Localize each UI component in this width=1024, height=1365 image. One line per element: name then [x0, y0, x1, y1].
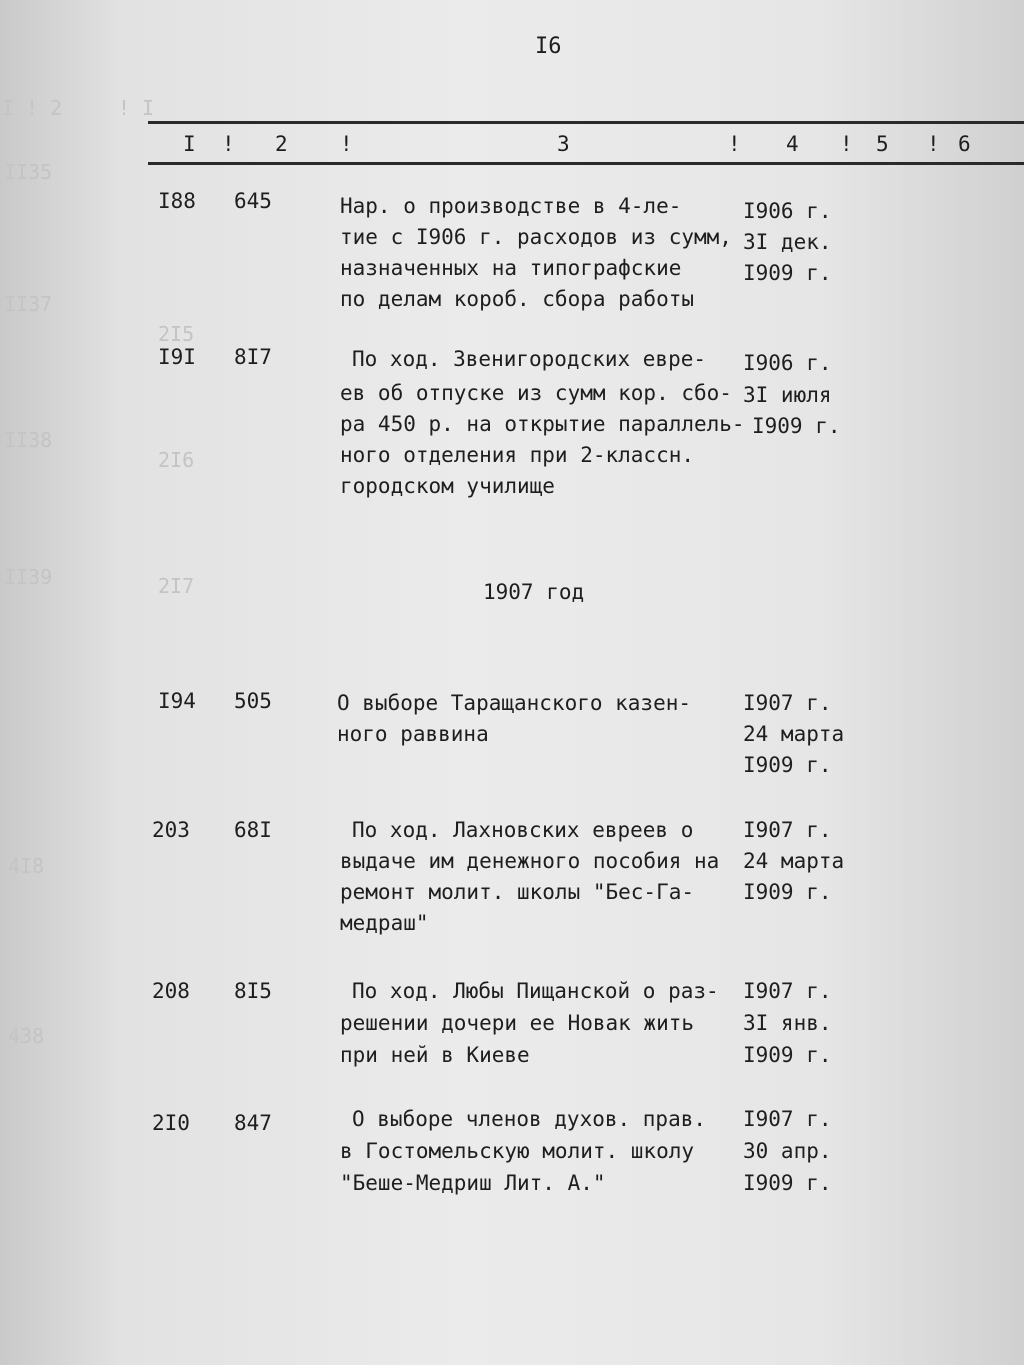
bleed-through-text: 438: [8, 1024, 45, 1048]
entry-description-line: тие с I906 г. расходов из сумм,: [340, 225, 732, 249]
entry-description-line: По ход. Любы Пищанской о раз-: [352, 979, 719, 1003]
header-col-4: 4: [786, 132, 799, 156]
header-separator: !: [728, 132, 741, 156]
entry-description-line: выдаче им денежного пособия на: [340, 849, 720, 873]
table-header-bottom-rule: [148, 162, 1024, 165]
entry-date-line: 3I дек.: [743, 230, 832, 254]
header-separator: !: [927, 132, 940, 156]
bleed-through-text: 2I6: [158, 448, 195, 472]
entry-description-line: назначенных на типографские: [340, 256, 682, 280]
header-col-5: 5: [876, 132, 889, 156]
table-header-top-rule: [148, 121, 1024, 124]
page-number: I6: [535, 34, 562, 59]
header-separator: !: [840, 132, 853, 156]
entry-description-line: ного отделения при 2-классн.: [340, 443, 695, 467]
entry-date-line: 3I июля: [743, 383, 832, 407]
entry-date-line: I909 г.: [743, 261, 832, 285]
header-col-2: 2: [275, 132, 288, 156]
entry-description-line: ного раввина: [337, 722, 489, 746]
entry-description-line: в Гостомельскую молит. школу: [340, 1139, 695, 1163]
entry-date-line: I909 г.: [743, 753, 832, 777]
entry-date-line: I907 г.: [743, 979, 832, 1003]
entry-description-line: "Беше-Медриш Лит. А.": [340, 1171, 606, 1195]
entry-date-line: I907 г.: [743, 691, 832, 715]
header-separator: !: [340, 132, 353, 156]
header-col-6: 6: [958, 132, 971, 156]
entry-date-line: 30 апр.: [743, 1139, 832, 1163]
bleed-through-text: ! I: [118, 96, 155, 120]
entry-description-line: при ней в Киеве: [340, 1043, 530, 1067]
entry-date-line: 24 марта: [743, 722, 845, 746]
bleed-through-text: II39: [4, 565, 53, 589]
entry-number: I94: [158, 689, 196, 713]
entry-description-line: О выборе членов духов. прав.: [352, 1107, 707, 1131]
entry-file-number: 8I7: [234, 345, 272, 369]
entry-description-line: ев об отпуске из сумм кор. сбо-: [340, 381, 732, 405]
entry-description-line: решении дочери ее Новак жить: [340, 1011, 695, 1035]
entry-date-line: I909 г.: [743, 880, 832, 904]
entry-number: 203: [152, 818, 190, 842]
entry-file-number: 505: [234, 689, 272, 713]
year-section-heading: 1907 год: [483, 580, 585, 604]
bleed-through-text: II35: [4, 160, 53, 184]
entry-description-line: ремонт молит. школы "Бес-Га-: [340, 880, 695, 904]
entry-description-line: По ход. Звенигородских евре-: [352, 347, 707, 371]
bleed-through-text: 2I7: [158, 574, 195, 598]
bleed-through-text: II38: [4, 428, 53, 452]
header-col-1: I: [183, 132, 196, 156]
entry-number: I9I: [158, 345, 196, 369]
entry-file-number: 8I5: [234, 979, 272, 1003]
header-col-3: 3: [557, 132, 570, 156]
entry-description-line: О выборе Таращанского казен-: [337, 691, 692, 715]
entry-file-number: 847: [234, 1111, 272, 1135]
entry-description-line: Нар. о производстве в 4-ле-: [340, 194, 682, 218]
entry-description-line: медраш": [340, 911, 429, 935]
entry-date-line: 3I янв.: [743, 1011, 832, 1035]
header-separator: !: [222, 132, 235, 156]
entry-description-line: по делам короб. сбора работы: [340, 287, 695, 311]
bleed-through-text: II37: [4, 292, 53, 316]
entry-date-line: I907 г.: [743, 1107, 832, 1131]
bleed-through-text: 4I8: [8, 854, 45, 878]
entry-number: 2I0: [152, 1111, 190, 1135]
entry-file-number: 68I: [234, 818, 272, 842]
entry-description-line: ра 450 р. на открытие параллель-: [340, 412, 745, 436]
entry-description-line: городском училище: [340, 474, 555, 498]
entry-date-line: I909 г.: [743, 1043, 832, 1067]
entry-date-line: I909 г.: [743, 1171, 832, 1195]
entry-number: 208: [152, 979, 190, 1003]
entry-date-line: 24 марта: [743, 849, 845, 873]
entry-date-line: I909 г.: [752, 414, 841, 438]
bleed-through-text: I ! 2: [2, 96, 63, 120]
entry-number: I88: [158, 189, 196, 213]
entry-description-line: По ход. Лахновских евреев о: [352, 818, 694, 842]
entry-date-line: I906 г.: [743, 199, 832, 223]
bleed-through-text: 2I5: [158, 322, 195, 346]
entry-file-number: 645: [234, 189, 272, 213]
entry-date-line: I906 г.: [743, 351, 832, 375]
entry-date-line: I907 г.: [743, 818, 832, 842]
